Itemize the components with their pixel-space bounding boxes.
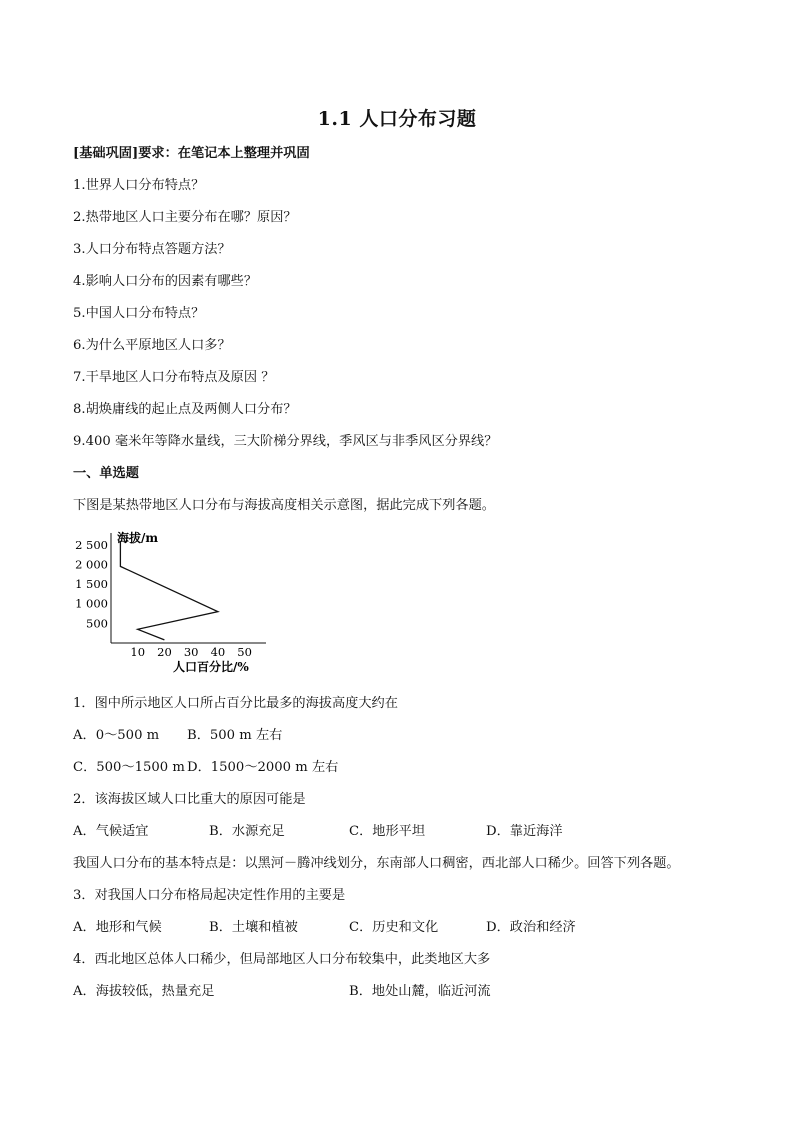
section-title: 一、单选题 xyxy=(73,466,139,481)
altitude-population-chart xyxy=(73,527,273,677)
chart-y-ticks xyxy=(75,538,108,631)
chart-x-tick-label: 20 xyxy=(157,645,172,659)
question-4-option-a[interactable]: A．海拔较低，热量充足 xyxy=(73,984,215,999)
question-1-option-a[interactable]: A．0～500 m xyxy=(73,728,160,743)
review-question-6: 6.为什么平原地区人口多？ xyxy=(73,338,231,353)
review-question-5: 5.中国人口分布特点？ xyxy=(73,306,205,321)
chart-x-ticks xyxy=(130,645,252,659)
question-4-stem: 4．西北地区总体人口稀少，但局部地区人口分布较集中，此类地区大多 xyxy=(73,952,491,967)
chart-x-tick-label: 50 xyxy=(237,645,252,659)
review-question-1: 1.世界人口分布特点？ xyxy=(73,178,205,193)
chart-y-tick-label: 1 500 xyxy=(75,577,108,592)
question-4-option-b[interactable]: B．地处山麓，临近河流 xyxy=(349,984,491,999)
chart-y-tick-label: 2 000 xyxy=(75,557,108,572)
question-3-stem: 3．对我国人口分布格局起决定性作用的主要是 xyxy=(73,888,346,903)
chart-x-tick-label: 10 xyxy=(130,645,146,659)
population-series-line xyxy=(120,541,217,640)
chart-y-tick-label: 2 500 xyxy=(75,537,108,552)
question-1-option-c[interactable]: C．500～1500 m xyxy=(73,760,185,775)
basic-consolidation-header: [基础巩固]要求：在笔记本上整理并巩固 xyxy=(73,146,310,161)
question-3-option-b[interactable]: B．土壤和植被 xyxy=(209,920,298,935)
question-intro-1: 下图是某热带地区人口分布与海拔高度相关示意图，据此完成下列各题。 xyxy=(73,498,495,513)
chart-y-tick-label: 1 000 xyxy=(75,596,108,611)
question-3-option-c[interactable]: C．历史和文化 xyxy=(349,920,439,935)
question-3-option-d[interactable]: D．政治和经济 xyxy=(486,920,576,935)
review-question-7: 7.干旱地区人口分布特点及原因 ？ xyxy=(73,370,275,385)
question-3-option-a[interactable]: A．地形和气候 xyxy=(73,920,162,935)
question-1-option-b[interactable]: B．500 m 左右 xyxy=(187,728,283,743)
review-question-9: 9.400 毫米年等降水量线，三大阶梯分界线，季风区与非季风区分界线？ xyxy=(73,434,498,449)
review-question-2: 2.热带地区人口主要分布在哪？原因？ xyxy=(73,210,297,225)
chart-y-label: 海拔/m xyxy=(117,531,159,545)
question-1-option-d[interactable]: D．1500～2000 m 左右 xyxy=(187,760,339,775)
review-question-8: 8.胡焕庸线的起止点及两侧人口分布？ xyxy=(73,402,297,417)
question-2-option-c[interactable]: C．地形平坦 xyxy=(349,824,426,839)
chart-x-label: 人口百分比/% xyxy=(173,660,249,674)
question-2-stem: 2．该海拔区域人口比重大的原因可能是 xyxy=(73,792,306,807)
chart-axes xyxy=(111,533,266,643)
question-1-stem: 1．图中所示地区人口所占百分比最多的海拔高度大约在 xyxy=(73,696,398,711)
review-question-4: 4.影响人口分布的因素有哪些？ xyxy=(73,274,258,289)
question-2-option-a[interactable]: A．气候适宜 xyxy=(73,824,149,839)
review-question-3: 3.人口分布特点答题方法？ xyxy=(73,242,231,257)
chart-x-tick-label: 30 xyxy=(183,645,199,659)
question-intro-2: 我国人口分布的基本特点是：以黑河－腾冲线划分，东南部人口稠密，西北部人口稀少。回答下列各题。 xyxy=(73,856,680,871)
chart-x-tick-label: 40 xyxy=(210,645,226,659)
page-title: 1.1 人口分布习题 xyxy=(317,108,477,130)
question-2-option-b[interactable]: B．水源充足 xyxy=(209,824,285,839)
chart-y-tick-label: 500 xyxy=(86,616,108,631)
question-2-option-d[interactable]: D．靠近海洋 xyxy=(486,824,563,839)
